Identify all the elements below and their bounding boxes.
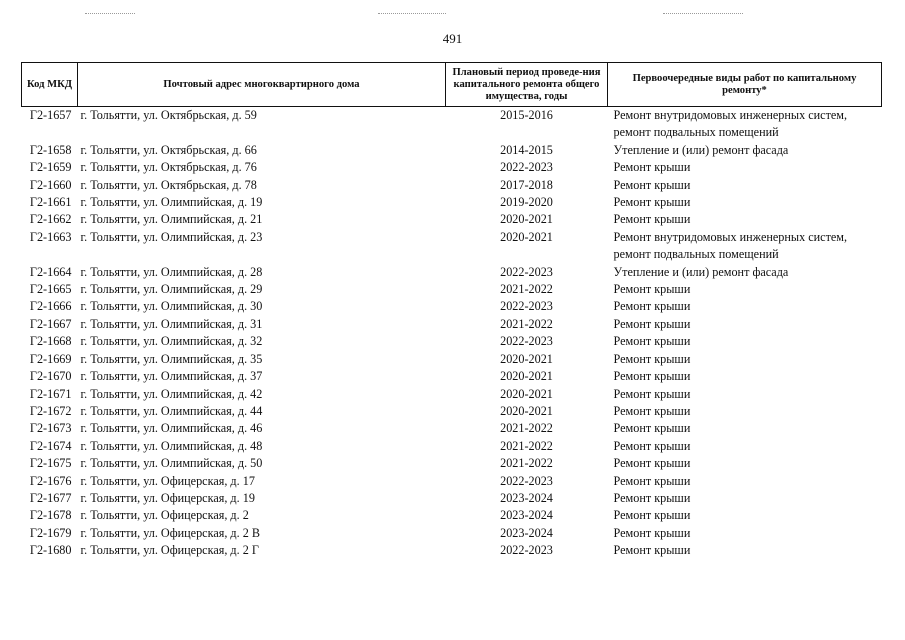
row-works-line: Ремонт крыши	[613, 160, 691, 175]
table-row	[22, 386, 882, 403]
row-works	[608, 264, 882, 281]
row-address: г. Тольятти, ул. Олимпийская, д. 29	[80, 282, 263, 297]
table-row	[22, 525, 882, 542]
row-period: 2022-2023	[500, 334, 553, 349]
row-code: Г2-1659	[29, 160, 72, 175]
row-address: г. Тольятти, ул. Офицерская, д. 2	[80, 508, 249, 523]
row-address: г. Тольятти, ул. Олимпийская, д. 37	[80, 369, 263, 384]
table-row	[22, 281, 882, 298]
row-code: Г2-1665	[29, 282, 72, 297]
row-code: Г2-1658	[29, 142, 72, 157]
row-period: 2020-2021	[500, 369, 553, 384]
row-works	[608, 107, 882, 142]
table-row	[22, 211, 882, 228]
row-works	[608, 386, 882, 403]
row-works-line: Ремонт крыши	[613, 403, 691, 418]
table-row	[22, 264, 882, 281]
row-address: г. Тольятти, ул. Октябрьская, д. 76	[80, 160, 257, 175]
row-works-line: Ремонт крыши	[613, 195, 691, 210]
capital-repair-table	[21, 62, 882, 560]
row-period: 2022-2023	[500, 299, 553, 314]
table-row	[22, 490, 882, 507]
row-period: 2021-2022	[500, 456, 553, 471]
table-row	[22, 159, 882, 176]
row-address: г. Тольятти, ул. Олимпийская, д. 35	[80, 351, 263, 366]
table-row	[22, 298, 882, 315]
row-code: Г2-1679	[29, 525, 72, 540]
row-works-line: Ремонт крыши	[613, 543, 691, 558]
row-period: 2021-2022	[500, 316, 553, 331]
row-code: Г2-1660	[29, 177, 72, 192]
row-works	[608, 473, 882, 490]
table-row	[22, 455, 882, 472]
row-code: Г2-1673	[29, 421, 72, 436]
row-code: Г2-1680	[29, 543, 72, 558]
scan-artifact-left	[85, 13, 135, 15]
header-works: Первоочередные виды работ по капитальному ремонту*	[608, 63, 882, 107]
header-code: Код МКД	[22, 63, 78, 107]
row-code: Г2-1657	[29, 108, 72, 122]
row-address: г. Тольятти, ул. Олимпийская, д. 42	[80, 386, 263, 401]
table-row	[22, 473, 882, 490]
row-works-line: Ремонт крыши	[613, 525, 691, 540]
row-works-line: Утепление и (или) ремонт фасада	[613, 264, 789, 279]
row-address: г. Тольятти, ул. Октябрьская, д. 59	[80, 108, 257, 122]
row-works	[608, 281, 882, 298]
scan-artifact-center	[378, 13, 446, 15]
row-works-line: Ремонт крыши	[613, 177, 691, 192]
table-row	[22, 438, 882, 455]
row-works-line: Ремонт крыши	[613, 316, 691, 331]
row-period: 2022-2023	[500, 543, 553, 558]
row-works	[608, 194, 882, 211]
row-code: Г2-1666	[29, 299, 72, 314]
page-number: 491	[442, 31, 463, 46]
row-period: 2021-2022	[500, 421, 553, 436]
header-period: Плановый период проведе-ния капитального ремонта общего имущества, годы	[446, 63, 608, 107]
row-period: 2015-2016	[500, 108, 553, 122]
row-period: 2023-2024	[500, 525, 553, 540]
row-address: г. Тольятти, ул. Олимпийская, д. 44	[80, 403, 263, 418]
table-row	[22, 229, 882, 264]
row-code: Г2-1664	[29, 264, 72, 279]
row-code: Г2-1662	[29, 212, 72, 227]
row-code: Г2-1674	[29, 438, 72, 453]
row-works-line: Ремонт крыши	[613, 351, 691, 366]
table-header-row	[22, 63, 882, 107]
table-row	[22, 177, 882, 194]
row-works	[608, 542, 882, 559]
row-code: Г2-1671	[29, 386, 72, 401]
table-row	[22, 107, 882, 142]
row-address: г. Тольятти, ул. Олимпийская, д. 23	[80, 229, 263, 244]
row-address: г. Тольятти, ул. Октябрьская, д. 78	[80, 177, 257, 192]
row-works-line: Ремонт крыши	[613, 508, 691, 523]
table-row	[22, 316, 882, 333]
row-address: г. Тольятти, ул. Олимпийская, д. 48	[80, 438, 263, 453]
row-address: г. Тольятти, ул. Олимпийская, д. 21	[80, 212, 263, 227]
scan-artifact-right	[663, 13, 743, 15]
row-period: 2017-2018	[500, 177, 553, 192]
row-period: 2022-2023	[500, 264, 553, 279]
row-works-line: Ремонт крыши	[613, 421, 691, 436]
row-works	[608, 507, 882, 524]
row-address: г. Тольятти, ул. Офицерская, д. 17	[80, 473, 255, 488]
row-code: Г2-1667	[29, 316, 72, 331]
row-works	[608, 316, 882, 333]
row-address: г. Тольятти, ул. Офицерская, д. 2 В	[80, 525, 260, 540]
row-period: 2019-2020	[500, 195, 553, 210]
row-address: г. Тольятти, ул. Октябрьская, д. 66	[80, 142, 257, 157]
table-header	[22, 63, 882, 107]
row-address: г. Тольятти, ул. Олимпийская, д. 31	[80, 316, 263, 331]
row-works-line: Ремонт крыши	[613, 282, 691, 297]
row-period: 2022-2023	[500, 473, 553, 488]
row-code: Г2-1668	[29, 334, 72, 349]
row-works	[608, 177, 882, 194]
row-works	[608, 420, 882, 437]
table-row	[22, 194, 882, 211]
row-works	[608, 159, 882, 176]
row-code: Г2-1676	[29, 473, 72, 488]
row-works-line: Ремонт внутридомовых инженерных систем,	[613, 108, 848, 122]
row-period: 2022-2023	[500, 160, 553, 175]
row-period: 2020-2021	[500, 386, 553, 401]
row-works-line: Ремонт крыши	[613, 490, 691, 505]
row-period: 2020-2021	[500, 229, 553, 244]
row-code: Г2-1661	[29, 195, 72, 210]
row-works	[608, 333, 882, 350]
row-works-line: Ремонт крыши	[613, 473, 691, 488]
table-body	[22, 107, 882, 560]
row-address: г. Тольятти, ул. Олимпийская, д. 28	[80, 264, 263, 279]
row-period: 2023-2024	[500, 508, 553, 523]
row-period: 2020-2021	[500, 212, 553, 227]
table-row	[22, 542, 882, 559]
row-works	[608, 455, 882, 472]
row-works-line: Ремонт крыши	[613, 456, 691, 471]
row-works-line: Ремонт крыши	[613, 334, 691, 349]
row-period: 2020-2021	[500, 403, 553, 418]
table-row	[22, 403, 882, 420]
row-address: г. Тольятти, ул. Офицерская, д. 2 Г	[80, 543, 259, 558]
row-works-line: ремонт подвальных помещений	[613, 125, 779, 140]
row-code: Г2-1670	[29, 369, 72, 384]
row-works	[608, 142, 882, 159]
row-works	[608, 351, 882, 368]
row-works-line: Ремонт крыши	[613, 212, 691, 227]
row-works-line: Утепление и (или) ремонт фасада	[613, 142, 789, 157]
row-period: 2023-2024	[500, 490, 553, 505]
row-works	[608, 490, 882, 507]
table-row	[22, 333, 882, 350]
row-code: Г2-1678	[29, 508, 72, 523]
row-works-line: Ремонт крыши	[613, 386, 691, 401]
row-address: г. Тольятти, ул. Олимпийская, д. 19	[80, 195, 263, 210]
table-row	[22, 351, 882, 368]
row-works	[608, 229, 882, 264]
row-address: г. Тольятти, ул. Олимпийская, д. 46	[80, 421, 263, 436]
row-period: 2020-2021	[500, 351, 553, 366]
row-works	[608, 525, 882, 542]
row-code: Г2-1675	[29, 456, 72, 471]
table-row	[22, 420, 882, 437]
row-period: 2014-2015	[500, 142, 553, 157]
capital-repair-table-container	[21, 62, 881, 560]
row-works-line: Ремонт крыши	[613, 438, 691, 453]
row-works	[608, 403, 882, 420]
row-address: г. Тольятти, ул. Офицерская, д. 19	[80, 490, 255, 505]
row-period: 2021-2022	[500, 282, 553, 297]
row-works-line: Ремонт внутридомовых инженерных систем,	[613, 229, 848, 244]
row-works	[608, 438, 882, 455]
row-works	[608, 368, 882, 385]
row-code: Г2-1669	[29, 351, 72, 366]
row-address: г. Тольятти, ул. Олимпийская, д. 32	[80, 334, 263, 349]
row-works	[608, 298, 882, 315]
row-address: г. Тольятти, ул. Олимпийская, д. 50	[80, 456, 263, 471]
row-code: Г2-1672	[29, 403, 72, 418]
table-row	[22, 368, 882, 385]
table-row	[22, 507, 882, 524]
row-code: Г2-1677	[29, 490, 72, 505]
header-address: Почтовый адрес многоквартирного дома	[78, 63, 446, 107]
row-code: Г2-1663	[29, 229, 72, 244]
row-address: г. Тольятти, ул. Олимпийская, д. 30	[80, 299, 263, 314]
table-row	[22, 142, 882, 159]
row-works-line: ремонт подвальных помещений	[613, 247, 779, 262]
row-works	[608, 211, 882, 228]
row-works-line: Ремонт крыши	[613, 369, 691, 384]
row-works-line: Ремонт крыши	[613, 299, 691, 314]
row-period: 2021-2022	[500, 438, 553, 453]
